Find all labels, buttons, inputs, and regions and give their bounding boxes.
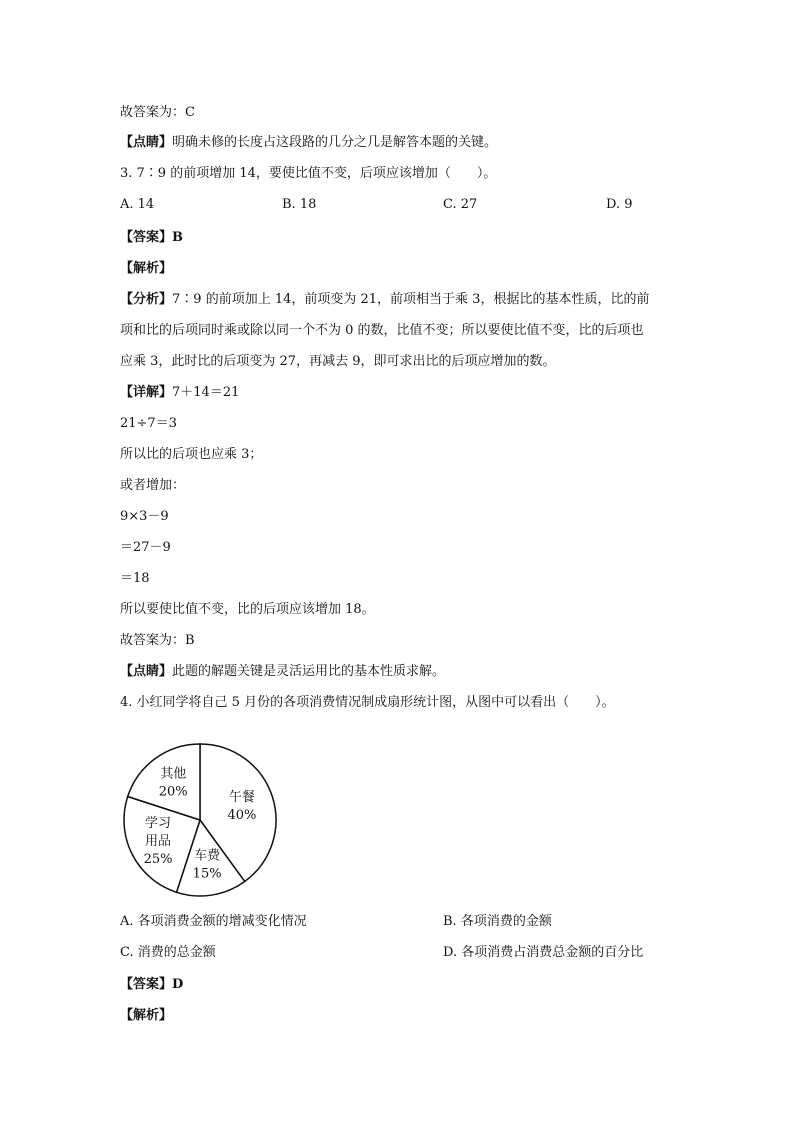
calc-line-3: 或者增加： (120, 478, 186, 493)
q4-option-c: C. 消费的总金额 (120, 945, 216, 960)
q4-option-a: A. 各项消费金额的增减变化情况 (120, 914, 307, 929)
fenxi-text-1: 7∶9 的前项加上 14，前项变为 21，前项相当于乘 3，根据比的基本性质，比的前 (172, 292, 650, 307)
xiangjie-tag: 【详解】 (120, 385, 173, 400)
jiexi-3: 【解析】 (120, 261, 173, 276)
fenxi-line-2: 项和比的后项同时乘或除以同一个不为 0 的数，比值不变；所以要使比值不变，比的后项也 (120, 323, 644, 338)
pie-value-label-2: 25% (143, 851, 173, 867)
calc-line-5: ＝27－9 (120, 540, 171, 555)
q4-option-b: B. 各项消费的金额 (443, 914, 552, 929)
jiexi-4: 【解析】 (120, 1008, 173, 1023)
pie-category-label-2-0: 学习 (145, 815, 172, 831)
calc-line-6: ＝18 (120, 571, 150, 586)
q3-option-a: A. 14 (120, 197, 155, 212)
q3-option-b: B. 18 (282, 197, 317, 212)
dianjing-text-2: 此题的解题关键是灵活运用比的基本性质求解。 (172, 664, 446, 679)
calc-line-2: 所以比的后项也应乘 3； (120, 447, 263, 462)
question-3: 3. 7∶9 的前项增加 14，要使比值不变，后项应该增加（ ）。 (120, 166, 497, 181)
q3-option-d: D. 9 (606, 197, 633, 212)
fenxi-tag: 【分析】 (120, 292, 173, 307)
q4-option-d: D. 各项消费占消费总金额的百分比 (443, 945, 644, 960)
pie-category-label-0-0: 午餐 (228, 789, 255, 805)
calc-line-4: 9×3－9 (120, 509, 169, 524)
pie-value-label-1: 15% (192, 866, 222, 882)
answer-line-2: 故答案为：B (120, 633, 195, 648)
calc-line-1: 21÷7＝3 (120, 416, 177, 431)
pie-value-label-0: 40% (227, 807, 257, 823)
answer-line-1: 故答案为：C (120, 105, 195, 120)
dianjing-tag-2: 【点睛】 (120, 664, 173, 679)
calc-line-7: 所以要使比值不变，比的后项应该增加 18。 (120, 602, 375, 617)
pie-category-label-2-1: 用品 (145, 833, 172, 849)
pie-value-label-3: 20% (158, 784, 188, 800)
pie-chart (120, 740, 280, 900)
dianjing-text: 明确未修的长度占这段路的几分之几是解答本题的关键。 (172, 135, 498, 150)
xiangjie-text-1: 7＋14＝21 (172, 385, 240, 400)
dianjing-line-1 (120, 134, 497, 152)
fenxi-line-3: 应乘 3，此时比的后项变为 27，再减去 9，即可求出比的后项应增加的数。 (120, 354, 556, 369)
question-4: 4. 小红同学将自己 5 月份的各项消费情况制成扇形统计图，从图中可以看出（ ）。 (120, 695, 615, 710)
pie-category-label-1-0: 车费 (194, 848, 221, 864)
answer-3: 【答案】B (120, 230, 183, 245)
dianjing-line-2 (120, 663, 445, 681)
q3-option-c: C. 27 (443, 197, 478, 212)
dianjing-tag: 【点睛】 (120, 135, 173, 150)
pie-category-label-3-0: 其他 (160, 766, 187, 782)
xiangjie-line-1 (120, 384, 239, 402)
fenxi-line-1 (120, 291, 649, 309)
answer-4: 【答案】D (120, 977, 184, 992)
